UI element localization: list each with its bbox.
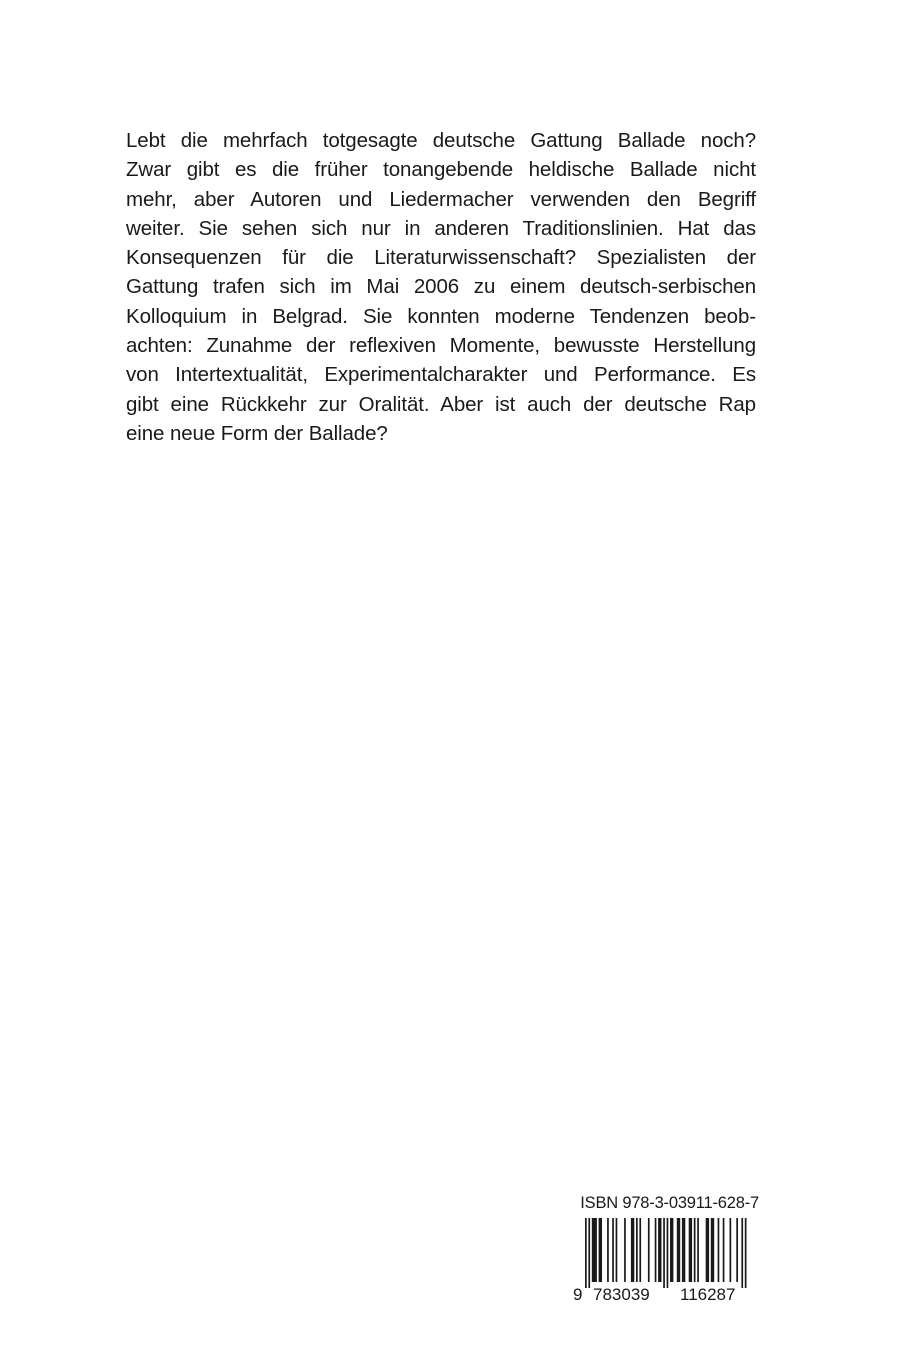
barcode-bar — [730, 1218, 732, 1282]
barcode-guard-bar — [663, 1218, 665, 1288]
barcode-bar — [639, 1218, 641, 1282]
blurb-line: Konsequenzen für die Literaturwissenschaft? Spezialisten der — [126, 246, 756, 270]
barcode-bar — [706, 1218, 709, 1282]
barcode-bar — [711, 1218, 714, 1282]
barcode-guard-bar — [667, 1218, 669, 1288]
barcode-digits — [573, 1284, 759, 1306]
blurb-line: gibt eine Rückkehr zur Oralität. Aber ist auch der deutsche Rap — [126, 392, 756, 416]
isbn-barcode — [573, 1218, 759, 1288]
isbn-block — [573, 1193, 759, 1304]
barcode-bar — [592, 1218, 597, 1282]
barcode-bar — [670, 1218, 673, 1282]
back-cover-blurb — [126, 126, 756, 448]
barcode-bar — [599, 1218, 602, 1282]
barcode-bar — [616, 1218, 618, 1282]
barcode-bar — [723, 1218, 725, 1282]
barcode-bar — [658, 1218, 661, 1282]
barcode-digit-lead: 9 — [573, 1285, 583, 1304]
barcode-guard-bar — [588, 1218, 590, 1288]
blurb-line: mehr, aber Autoren und Liedermacher verwenden den Begriff — [126, 187, 756, 211]
barcode-guard-bar — [585, 1218, 587, 1288]
barcode-bar — [682, 1218, 685, 1282]
barcode-bar — [607, 1218, 609, 1282]
barcode-bar — [612, 1218, 614, 1282]
blurb-line: Kolloquium in Belgrad. Sie konnten moderne Tendenzen beob- — [126, 304, 756, 328]
barcode-bar — [718, 1218, 720, 1282]
barcode-bar — [677, 1218, 680, 1282]
barcode-bar — [689, 1218, 692, 1282]
blurb-line: Lebt die mehrfach totgesagte deutsche Gattung Ballade noch? — [126, 129, 756, 152]
barcode-bar — [697, 1218, 699, 1282]
isbn-label: ISBN 978-3-03911-628-7 — [580, 1194, 759, 1212]
barcode-bar — [648, 1218, 650, 1282]
blurb-line: eine neue Form der Ballade? — [126, 421, 388, 445]
barcode-bar — [694, 1218, 696, 1282]
blurb-line: weiter. Sie sehen sich nur in anderen Traditionslinien. Hat das — [126, 216, 756, 240]
barcode-digits-left: 783039 — [593, 1285, 650, 1304]
barcode-bar — [624, 1218, 626, 1282]
barcode-bar — [655, 1218, 657, 1282]
blurb-line: achten: Zunahme der reflexiven Momente, bewusste Herstellung — [126, 334, 756, 358]
blurb-line: Zwar gibt es die früher tonangebende heldische Ballade nicht — [126, 158, 756, 182]
blurb-line: Gattung trafen sich im Mai 2006 zu einem deutsch-serbischen — [126, 275, 756, 299]
barcode-bar — [736, 1218, 738, 1282]
barcode-bar — [636, 1218, 638, 1282]
barcode-guard-bar — [745, 1218, 747, 1288]
barcode-guard-bar — [741, 1218, 743, 1288]
blurb-line: von Intertextualität, Experimentalcharakter und Performance. Es — [126, 363, 756, 387]
barcode-bar — [631, 1218, 634, 1282]
barcode-digits-right: 116287 — [680, 1285, 736, 1304]
